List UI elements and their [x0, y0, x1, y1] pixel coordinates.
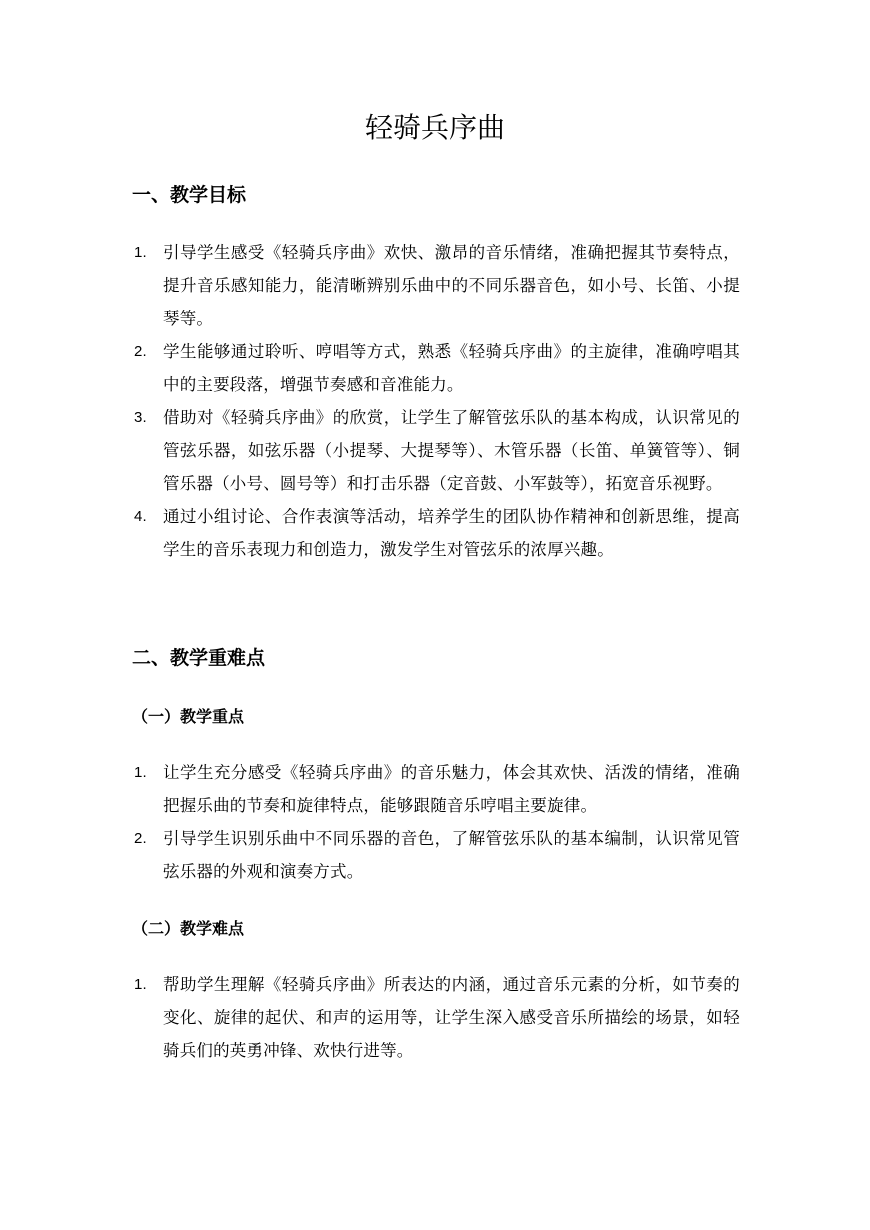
list-item [0, 500, 740, 566]
list-item [0, 756, 740, 822]
list-item [0, 335, 740, 401]
list-item-number: 3. [134, 409, 147, 426]
list-item [0, 822, 740, 888]
list-item-number: 2. [134, 343, 147, 360]
document-title: 轻骑兵序曲 [364, 111, 505, 144]
list-item-number: 1. [134, 764, 147, 781]
subsection-heading-difficulties: （二）教学难点 [132, 919, 245, 938]
teaching-goals-list [0, 236, 870, 566]
list-item-number: 2. [134, 830, 147, 847]
list-item-text: 借助对《轻骑兵序曲》的欣赏，让学生了解管弦乐队的基本构成，认识常见的管弦乐器，如弦乐器（小提琴、大提琴等）、木管乐器（长笛、单簧管等）、铜管乐器（小号、圆号等）和打击乐器（定音鼓、小军鼓等），拓宽音乐视野。 [163, 408, 740, 493]
list-item-number: 4. [134, 508, 147, 525]
key-points-list [0, 756, 870, 888]
list-item-text: 让学生充分感受《轻骑兵序曲》的音乐魅力，体会其欢快、活泼的情绪，准确把握乐曲的节奏和旋律特点，能够跟随音乐哼唱主要旋律。 [163, 763, 740, 815]
difficulties-list [0, 968, 870, 1067]
section-heading-key-difficulties: 二、教学重难点 [132, 647, 266, 669]
list-item-number: 1. [134, 244, 147, 261]
subsection-heading-key-points: （一）教学重点 [132, 707, 245, 726]
list-item [0, 968, 740, 1067]
list-item-text: 通过小组讨论、合作表演等活动，培养学生的团队协作精神和创新思维，提高学生的音乐表现力和创造力，激发学生对管弦乐的浓厚兴趣。 [163, 507, 740, 559]
list-item-text: 帮助学生理解《轻骑兵序曲》所表达的内涵，通过音乐元素的分析，如节奏的变化、旋律的起伏、和声的运用等，让学生深入感受音乐所描绘的场景，如轻骑兵们的英勇冲锋、欢快行进等。 [163, 975, 740, 1060]
list-item-number: 1. [134, 976, 147, 993]
section-heading-teaching-goals: 一、教学目标 [132, 184, 247, 206]
list-item-text: 引导学生感受《轻骑兵序曲》欢快、激昂的音乐情绪，准确把握其节奏特点，提升音乐感知能力，能清晰辨别乐曲中的不同乐器音色，如小号、长笛、小提琴等。 [163, 243, 740, 328]
list-item [0, 401, 740, 500]
list-item [0, 236, 740, 335]
list-item-text: 学生能够通过聆听、哼唱等方式，熟悉《轻骑兵序曲》的主旋律，准确哼唱其中的主要段落，增强节奏感和音准能力。 [163, 342, 740, 394]
list-item-text: 引导学生识别乐曲中不同乐器的音色，了解管弦乐队的基本编制，认识常见管弦乐器的外观和演奏方式。 [163, 829, 740, 881]
